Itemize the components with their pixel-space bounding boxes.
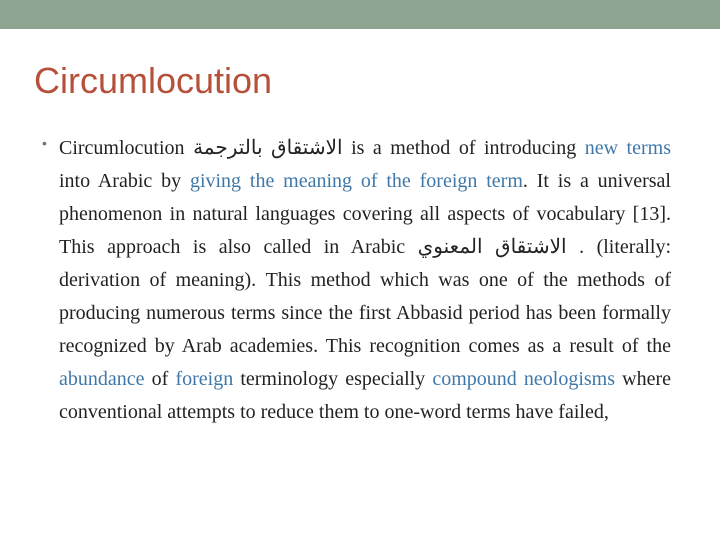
text-run: is a method of introducing	[342, 137, 585, 159]
bullet-paragraph	[59, 132, 671, 429]
text-run: Circumlocution	[59, 137, 194, 159]
slide-title: Circumlocution	[34, 60, 273, 101]
text-run: terminology especially	[233, 368, 433, 390]
text-run: where conventional attempts to reduce them to one-word terms have failed,	[59, 368, 672, 423]
text-run: of	[144, 368, 176, 390]
highlighted-phrase-compound-neologisms: compound neologisms	[432, 368, 616, 390]
arabic-term-semantic-derivation: الاشتقاق المعنوي	[417, 236, 567, 258]
text-run: . (literally: derivation of meaning). This method which was one of the methods of producing numerous terms since the first Abbasid period has been formally recognized by Arab academies. This recognition comes as a result of the	[59, 236, 671, 357]
bullet-point	[42, 132, 671, 429]
top-accent-bar	[0, 0, 720, 29]
arabic-term-translation-derivation: الاشتقاق بالترجمة	[193, 137, 343, 159]
bullet-marker: •	[42, 135, 47, 151]
text-run: . It is a universal phenomenon in natural languages covering all aspects of vocabulary [13]. This approach is also called in Arabic	[59, 170, 671, 258]
text-run: into Arabic by	[59, 170, 190, 192]
highlighted-phrase-new-terms: new terms	[584, 137, 671, 159]
highlighted-word-abundance: abundance	[59, 368, 145, 390]
highlighted-phrase-meaning: giving the meaning of the foreign term	[189, 170, 523, 192]
highlighted-word-foreign: foreign	[175, 368, 234, 390]
